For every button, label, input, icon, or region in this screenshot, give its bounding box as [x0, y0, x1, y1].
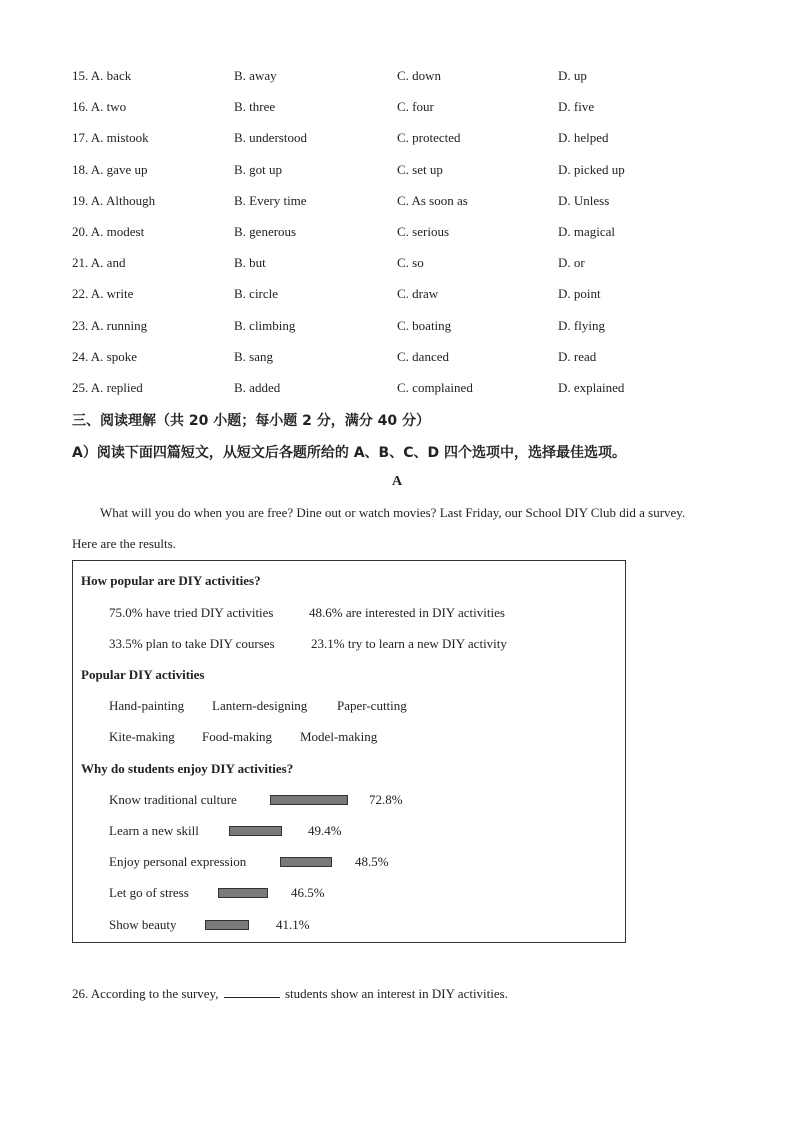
reason-value: 48.5% [355, 854, 389, 869]
option-c: C. danced [397, 348, 449, 364]
option-b: B. three [234, 99, 276, 115]
question-26-text-after: students show an interest in DIY activities. [284, 986, 508, 1001]
question-26 [72, 985, 508, 1002]
passage-letter: A [391, 474, 403, 489]
option-c: C. complained [397, 379, 473, 395]
reason-bar [205, 920, 249, 930]
option-c: C. protected [397, 130, 461, 146]
popular-heading: How popular are DIY activities? [81, 573, 261, 588]
option-row-20 [72, 222, 752, 253]
reason-label: Learn a new skill [109, 823, 199, 838]
passage-line-2: Here are the results. [72, 536, 176, 551]
option-d: D. or [558, 255, 585, 271]
activity-item: Hand-painting [109, 698, 185, 713]
option-row-19 [72, 191, 752, 222]
option-a: 19. A. Although [72, 192, 156, 208]
option-b: B. sang [234, 348, 273, 364]
option-a: 21. A. and [72, 255, 126, 271]
reason-label: Show beauty [109, 917, 177, 932]
reason-bar [270, 795, 348, 805]
option-c: C. down [397, 68, 442, 83]
option-c: C. set up [397, 161, 443, 177]
option-b: B. understood [234, 130, 307, 146]
option-c: C. serious [397, 223, 449, 239]
option-row-15 [72, 66, 752, 97]
option-d: D. read [558, 348, 597, 364]
option-d: D. point [558, 286, 601, 302]
option-a: 22. A. write [72, 286, 134, 302]
activity-item: Paper-cutting [337, 698, 407, 713]
passage-line-1: What will you do when you are free? Dine out or watch movies? Last Friday, our School DIY Club did a survey. [100, 505, 686, 520]
reasons-heading: Why do students enjoy DIY activities? [81, 761, 294, 776]
reason-bar [218, 888, 268, 898]
reason-value: 46.5% [291, 885, 325, 900]
option-row-18 [72, 160, 752, 191]
activity-item: Model-making [300, 729, 378, 744]
option-c: C. As soon as [397, 192, 468, 208]
option-b: B. got up [234, 161, 283, 177]
option-a: 25. A. replied [72, 379, 143, 395]
question-26-text-before: 26. According to the survey, [72, 986, 219, 1001]
option-a: 20. A. modest [72, 223, 145, 239]
stat-item: 23.1% try to learn a new DIY activity [311, 636, 507, 651]
option-b: B. climbing [234, 317, 296, 333]
reason-value: 41.1% [276, 917, 310, 932]
option-b: B. Every time [234, 192, 307, 208]
reason-label: Let go of stress [109, 885, 189, 900]
reason-value: 49.4% [308, 823, 342, 838]
options-list [72, 66, 752, 409]
option-d: D. helped [558, 130, 609, 146]
option-d: D. explained [558, 379, 625, 395]
option-b: B. added [234, 379, 281, 395]
reason-bar [280, 857, 332, 867]
survey-box [72, 560, 626, 943]
option-a: 24. A. spoke [72, 348, 137, 364]
option-row-16 [72, 97, 752, 128]
stat-item: 33.5% plan to take DIY courses [109, 636, 275, 651]
activity-item: Food-making [202, 729, 273, 744]
activity-item: Kite-making [109, 729, 175, 744]
stat-item: 75.0% have tried DIY activities [109, 605, 274, 620]
option-b: B. but [234, 255, 266, 271]
option-a: 18. A. gave up [72, 161, 148, 177]
option-row-21 [72, 253, 752, 284]
option-a: 15. A. back [72, 68, 132, 83]
option-b: B. away [234, 68, 277, 83]
reason-bar [229, 826, 282, 836]
option-c: C. draw [397, 286, 439, 302]
reason-label: Know traditional culture [109, 792, 237, 807]
option-d: D. up [558, 68, 587, 83]
option-row-25 [72, 378, 752, 409]
activities-heading: Popular DIY activities [81, 667, 205, 682]
option-a: 17. A. mistook [72, 130, 149, 146]
option-b: B. circle [234, 286, 279, 302]
option-c: C. so [397, 255, 424, 271]
option-row-24 [72, 347, 752, 378]
option-a: 23. A. running [72, 317, 148, 333]
option-b: B. generous [234, 223, 297, 239]
answer-blank[interactable] [224, 985, 280, 998]
option-c: C. boating [397, 317, 452, 333]
option-d: D. picked up [558, 161, 625, 177]
activity-item: Lantern-designing [212, 698, 308, 713]
stat-item: 48.6% are interested in DIY activities [309, 605, 505, 620]
option-row-22 [72, 284, 752, 315]
reason-value: 72.8% [369, 792, 403, 807]
option-d: D. flying [558, 317, 605, 333]
option-d: D. five [558, 99, 595, 115]
option-row-17 [72, 128, 752, 159]
section-title: 三、阅读理解（共 20 小题；每小题 2 分，满分 40 分） [72, 413, 430, 429]
reason-label: Enjoy personal expression [109, 854, 247, 869]
option-c: C. four [397, 99, 434, 115]
option-d: D. Unless [558, 192, 610, 208]
option-d: D. magical [558, 223, 616, 239]
option-a: 16. A. two [72, 99, 127, 115]
section-instruction: A）阅读下面四篇短文，从短文后各题所给的 A、B、C、D 四个选项中，选择最佳选项。 [72, 445, 626, 461]
option-row-23 [72, 316, 752, 347]
